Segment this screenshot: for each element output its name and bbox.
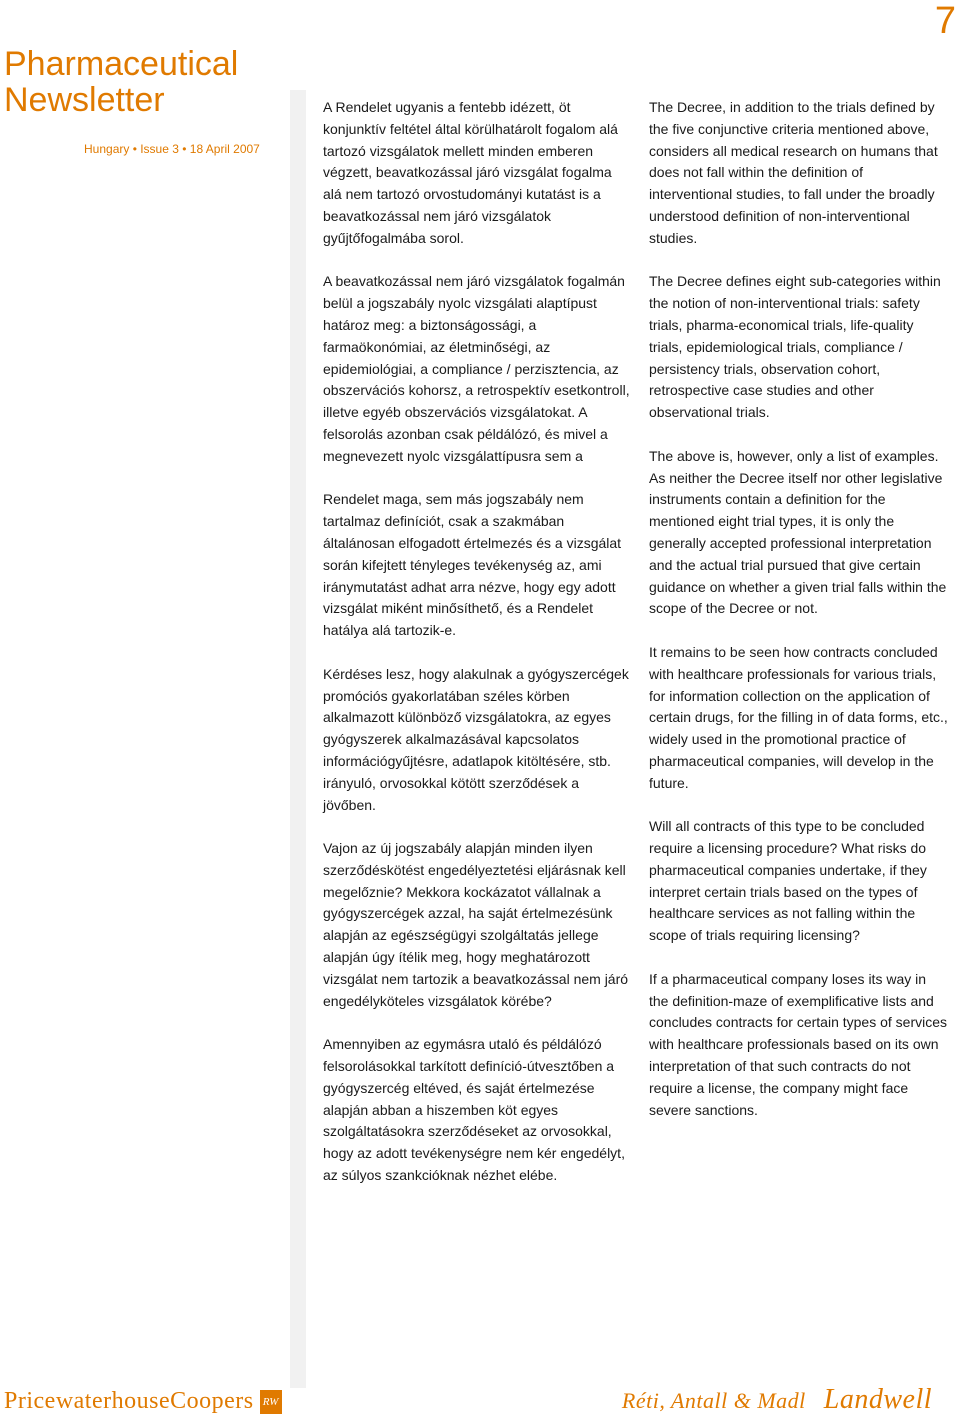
en-paragraph-2: The Decree defines eight sub-categories within the notion of non-interventional trials: safety trials, pharma-economical trials, life-quality trials, epidemiological trials, compliance / persistency trials, observation cohort, retrospective case studies and other observational trials. (649, 273, 941, 421)
pwc-logo-text: PricewaterhouseCoopers (4, 1388, 254, 1414)
landwell-logo (622, 1384, 932, 1416)
en-paragraph-6: If a pharmaceutical company loses its way in the definition-maze of exemplificative lists and concludes contracts for certain types of services with healthcare professionals based on its own interpretation of that such contracts do not require a license, the company might face severe sanctions. (649, 970, 948, 1118)
issue-info: Hungary • Issue 3 • 18 April 2007 (84, 142, 260, 156)
hu-paragraph-6: Amennyiben az egymásra utaló és példálózó felsorolásokkal tarkított definíció-útvesztőben a gyógyszercég eltéved, és saját értelmezése alapján abban a hiszemben köt egyes szolgáltatásokra szerződéseket az orvosokkal, hogy az adott tevékenységre nem kér engedélyt, az súlyos szankcióknak nézhet elébe. (323, 1036, 625, 1184)
firm-name: Réti, Antall & Madl (621, 1388, 806, 1413)
newsletter-title (4, 46, 284, 118)
vertical-divider (290, 90, 306, 1388)
hu-paragraph-1: A Rendelet ugyanis a fentebb idézett, öt konjunktív feltétel által körülhatárolt fogalom alá tartozó vizsgálatok mellett minden emberen végzett, beavatkozással járó vizsgálat fogalma alá nem tartozó orvostudományi kutatást is a beavatkozással nem járó vizsgálatok gyűjtőfogalmába sorol. (323, 99, 618, 246)
page-number: 7 (934, 0, 956, 42)
pwc-logo (4, 1388, 282, 1415)
newsletter-title-line2: Newsletter (4, 81, 165, 119)
newsletter-title-line1: Pharmaceutical (4, 45, 239, 83)
hu-paragraph-2: A beavatkozással nem járó vizsgálatok fogalmán belül a jogszabály nyolc vizsgálati alaptípust határoz meg: a biztonságossági, a farmaökonómiai, az életminőségi, az epidemiológiai, a compliance / perzisztencia, az obszervációs kohorsz, a retrospektív esetkontroll, illetve egyéb obszervációs vizsgálatokat. A felsorolás azonban csak példálózó, és mivel a megnevezett nyolc vizsgálattípusra sem a (323, 273, 630, 464)
pwc-badge-icon: RW (260, 1390, 282, 1414)
hu-paragraph-4: Kérdéses lesz, hogy alakulnak a gyógyszercégek promóciós gyakorlatában széles körben alkalmazott különböző vizsgálatokra, az egyes gyógyszerek alkalmazásával kapcsolatos információgyűjtésre, adatlapok kitöltésére, stb. irányuló, orvosokkal kötött szerződések a jövőben. (323, 665, 629, 813)
hu-paragraph-5: Vajon az új jogszabály alapján minden ilyen szerződéskötést engedélyeztetési eljárásnak kell megelőznie? Mekkora kockázatot vállalnak a gyógyszercégek azzal, ha saját értelmezésünk alapján az egészségügyi szolgáltatás jellege alapján úgy ítélik meg, hogy meghatározott vizsgálat nem tartozik a beavatkozással nem járó engedélyköteles vizsgálatok körébe? (323, 840, 629, 1009)
brand-name: Landwell (823, 1384, 932, 1415)
en-paragraph-3: The above is, however, only a list of examples. As neither the Decree itself nor other legislative instruments contain a definition for the mentioned eight trial types, it is only the generally accepted professional interpretation and the actual trial pursued that give certain guidance on whether a given trial falls within the scope of the Decree or not. (649, 447, 947, 617)
column-hungarian (323, 97, 633, 1209)
masthead (4, 45, 284, 156)
en-paragraph-4: It remains to be seen how contracts concluded with healthcare professionals for various trials, for information collection on the application of certain drugs, for the filling in of data forms, etc., widely used in the promotional practice of pharmaceutical companies, will develop in the future. (649, 643, 948, 791)
en-paragraph-1: The Decree, in addition to the trials defined by the five conjunctive criteria mentioned above, considers all medical research on humans that does not fall within the definition of interventional studies, to fall under the broadly understood definition of non-interventional studies. (649, 99, 938, 246)
hu-paragraph-3: Rendelet maga, sem más jogszabály nem tartalmaz definíciót, csak a szakmában általánosan elfogadott értelmezés és a vizsgálat során kifejtett tényleges tevékenység az, ami iránymutatást adhat arra nézve, hogy egy adott vizsgálat miként minősíthető, és a Rendelet hatálya alá tartozik-e. (323, 491, 622, 639)
column-english (649, 97, 949, 1143)
en-paragraph-5: Will all contracts of this type to be concluded require a licensing procedure? What risks do pharmaceutical companies undertake, if they interpret certain trials based on the types of healthcare services as not falling within the scope of trials requiring licensing? (649, 818, 927, 944)
